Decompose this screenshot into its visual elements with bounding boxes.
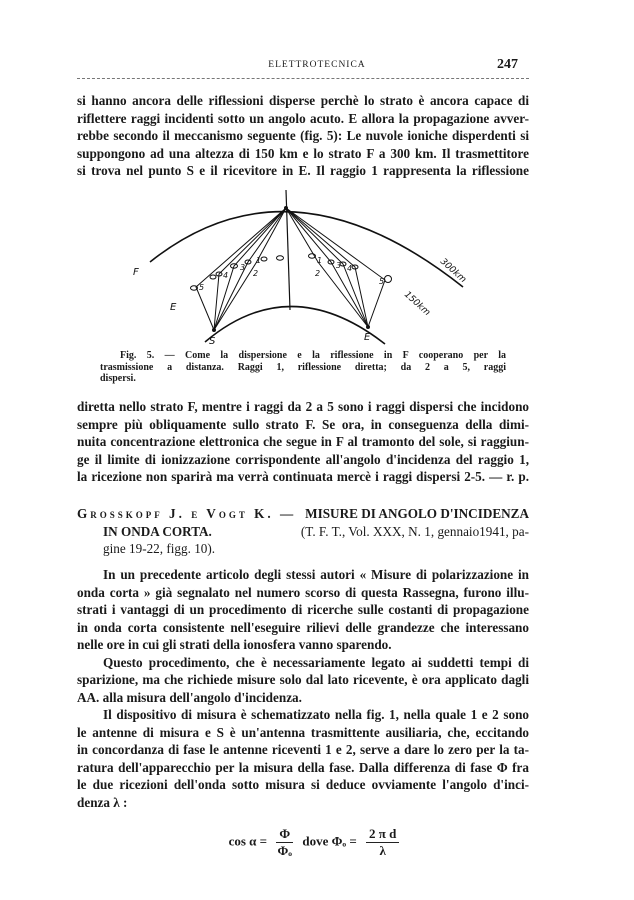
ion-clouds	[191, 254, 392, 290]
figure-caption	[100, 350, 506, 385]
text-line: onda corta » già segnalato nel numero scorso di questa Rassegna, furono illu-	[77, 584, 529, 600]
text-line: sparizione, ma che richiede misure solo dal lato ricevente, è ora applicato dagli	[77, 672, 529, 687]
ray-label: 1	[256, 256, 262, 265]
text-line: sempre più obliquamente sullo strato F. Se ora, in conseguenza della dimi-	[77, 416, 529, 432]
denominator: λ	[379, 843, 386, 858]
denominator: Φₒ	[277, 843, 292, 858]
text-line: diretta nello strato F, mentre i raggi da 2 a 5 sono i raggi dispersi che incidono	[77, 399, 529, 414]
e-layer-label: E	[170, 302, 177, 313]
formula	[0, 826, 634, 859]
text-line: in concordanza di fase le antenne riceventi 1 e 2, serve a dare lo zero per la ta-	[77, 742, 529, 757]
text-line: strati i vantaggi di un procedimento di ricerche sulle costanti di propagazione	[77, 602, 529, 617]
text-line: nelle ore in cui gli strati della ionosfera vanno sparendo.	[77, 637, 392, 652]
running-title: ELETTROTECNICA	[268, 60, 366, 70]
s-label: S	[209, 336, 216, 347]
paragraph-1	[77, 92, 529, 180]
fraction	[276, 826, 293, 859]
article-reference-cont: gine 19-22, figg. 10).	[103, 541, 216, 556]
f-layer-label: F	[133, 267, 139, 278]
text-line: suppongono ad una altezza di 150 km e lo strato F a 300 km. Il trasmettitore	[77, 145, 529, 161]
e-label: E	[364, 332, 371, 343]
ray-label: 4	[223, 271, 229, 280]
text-line: ge il limite di ionizzazione corrispondente all'angolo d'incidenza del raggio 1,	[77, 451, 529, 467]
formula-lhs: cos α =	[228, 833, 268, 849]
text-line: si hanno ancora delle riflessioni disperse perchè lo strato è ancora capace di	[77, 93, 529, 108]
ray-label: 5	[199, 283, 205, 292]
ray-label: 3	[240, 263, 246, 272]
reflection-point	[284, 206, 288, 210]
formula-mid: dove Φₒ =	[302, 833, 357, 849]
ray-label: 2	[315, 269, 321, 278]
text-line: la ricezione non sparirà ma verrà continuata mercè i raggi dispersi 2-5. — r. p.	[77, 469, 529, 484]
ray-label: 3	[336, 261, 342, 270]
article-authors: Grosskopf J. e Vogt K. —	[77, 506, 297, 521]
height-300-label: 300km	[437, 256, 468, 286]
ray-label: 4	[347, 264, 353, 273]
article-title: MISURE DI ANGOLO D'INCIDENZA	[305, 506, 529, 521]
text-line: In un precedente articolo degli stessi autori « Misure di polarizzazione in	[103, 567, 529, 582]
caption-line: dispersi.	[100, 373, 136, 384]
receiver-point	[366, 325, 370, 329]
text-line: Questo procedimento, che è necessariamente legato ai suddetti tempi di	[103, 654, 529, 670]
figure-5-diagram	[0, 180, 634, 350]
caption-line: trasmissione a distanza. Raggi 1, riflessione diretta; da 2 a 5, raggi	[100, 361, 506, 373]
article-reference: (T. F. T., Vol. XXX, N. 1, gennaio1941, pa-	[300, 523, 529, 539]
ray-label: 5	[379, 277, 385, 286]
text-line: riflettere raggi incidenti sotto un angolo acuto. E allora la propagazione avver-	[77, 110, 529, 126]
page-number: 247	[497, 57, 518, 72]
text-line: denza λ :	[77, 794, 128, 810]
text-line: rebbe secondo il meccanismo seguente (fig. 5): Le nuvole ioniche disperdenti si	[77, 128, 529, 143]
paragraph-2	[77, 398, 529, 486]
text-line: Il dispositivo di misura è schematizzato nella fig. 1, nella quale 1 e 2 sono	[103, 707, 529, 722]
header-rule	[77, 78, 529, 79]
text-line: ratura dell'apparecchio per la misura della fase. Dalla differenza di fase Φ fra	[77, 759, 529, 775]
e-layer-arc	[205, 306, 385, 344]
text-line: in onda corta consistente nell'eseguire rilievi delle grandezze che interessano	[77, 619, 529, 635]
caption-line: Fig. 5. — Come la dispersione e la riflessione in F cooperano per la	[120, 350, 506, 361]
paragraph-3	[77, 566, 529, 811]
transmitter-point	[212, 328, 216, 332]
text-line: si trova nel punto S e il ricevitore in E. Il raggio 1 rappresenta la riflessione	[77, 163, 529, 178]
text-line: nuita concentrazione elettronica che segue in F al tramonto del sole, si raggiun-	[77, 434, 529, 449]
fraction	[366, 826, 399, 859]
height-150-label: 150km	[401, 289, 432, 319]
ray-label: 1	[317, 256, 323, 265]
article-heading	[77, 505, 529, 558]
numerator: Φ	[276, 826, 293, 843]
article-title-cont: IN ONDA CORTA.	[103, 523, 212, 539]
ray-label: 2	[253, 269, 259, 278]
text-line: le due ricezioni dell'onda sotto misura si deduce ovviamente l'angolo d'inci-	[77, 777, 529, 792]
text-line: le antenne di misura e S è un'antenna trasmittente ausiliaria, che, eccitando	[77, 724, 529, 740]
text-line: AA. alla misura dell'angolo d'incidenza.	[77, 689, 302, 705]
numerator: 2 π d	[366, 826, 399, 843]
